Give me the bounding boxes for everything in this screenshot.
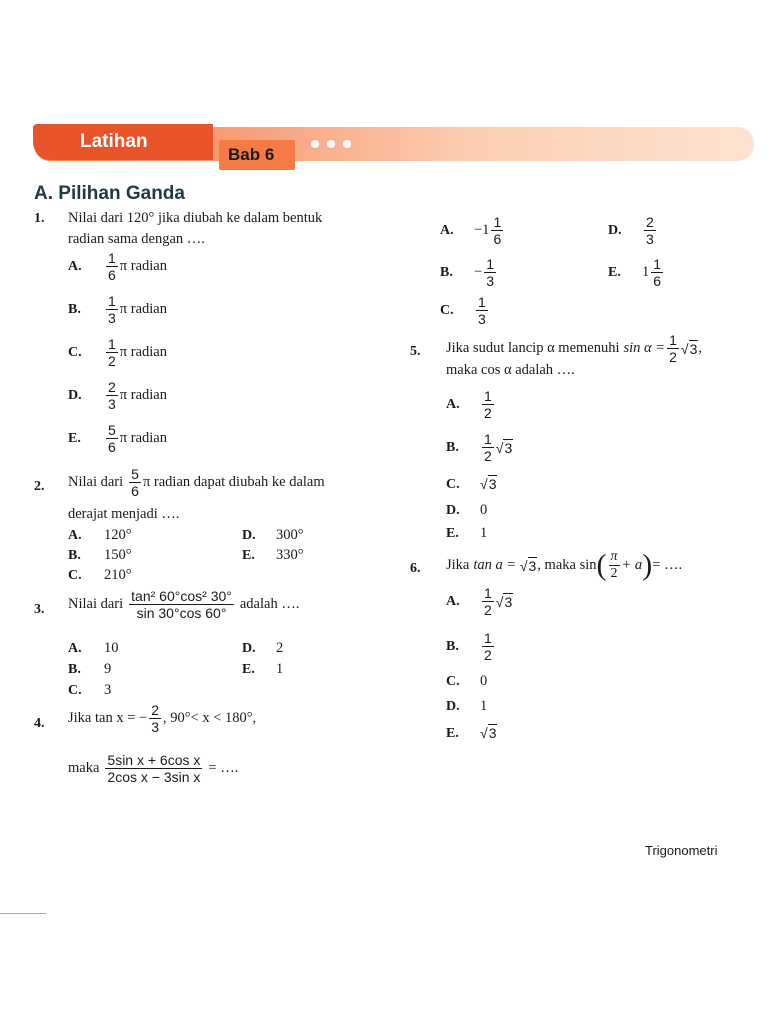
q1-option-d[interactable]: D. $\frac{2}{3}$ π radian [68, 379, 167, 412]
q6-option-b[interactable]: B. $\frac{1}{2}$ [446, 630, 492, 663]
q1-text-line1: Nilai dari 120° jika diubah ke dalam bentuk [68, 210, 323, 226]
q5-option-c[interactable]: C. √3 [446, 476, 497, 493]
q2-text-line2: derajat menjadi …. [68, 506, 180, 522]
q2-number: 2. [34, 479, 45, 494]
q3-option-d[interactable]: D. 2 [242, 640, 284, 656]
q4-option-a[interactable]: A. −1 $\frac{1}{6}$ [440, 214, 502, 247]
q3-option-b[interactable]: B. 9 [68, 661, 112, 677]
decor-dot-icon [343, 140, 351, 148]
q2-option-d[interactable]: D. 300° [242, 527, 304, 543]
decor-dot-icon [311, 140, 319, 148]
page-edge-line [0, 913, 46, 914]
q5-option-b[interactable]: B. $\frac{1}{2}$ √3 [446, 431, 513, 464]
q1-number: 1. [34, 211, 45, 226]
q4-text-line1: Jika tan x = − $\frac{2}{3}$ , 90°< x < 180°, [68, 702, 257, 735]
q5-text-line1: Jika sudut lancip α memenuhi sin α = $\frac{1}{2}$ √3, [446, 332, 702, 365]
bab-label: Bab 6 [228, 145, 275, 164]
q3-option-e[interactable]: E. 1 [242, 661, 284, 677]
q3-number: 3. [34, 602, 45, 617]
q1-option-e[interactable]: E. $\frac{5}{6}$ π radian [68, 422, 167, 455]
q5-option-a[interactable]: A. $\frac{1}{2}$ [446, 388, 492, 421]
q4-option-c[interactable]: C. $\frac{1}{3}$ [440, 294, 486, 327]
q6-option-a[interactable]: A. $\frac{1}{2}$ √3 [446, 585, 513, 618]
section-title: A. Pilihan Ganda [34, 183, 185, 204]
q6-text: Jika tan a = √3, maka sin( $\frac{\pi}{2}$ + a)= …. [446, 548, 683, 582]
q6-option-d[interactable]: D. 1 [446, 698, 488, 714]
q4-text-line2: maka $\frac{\text{5sin x + 6cos x}}{\text{2cos x − 3sin x}}$ = …. [68, 752, 239, 785]
footer-chapter-title: Trigonometri [645, 843, 718, 858]
q2-option-b[interactable]: B. 150° [68, 547, 132, 563]
q2-text-line1: Nilai dari $\frac{5}{6}$ π radian dapat diubah ke dalam [68, 466, 325, 499]
q6-option-c[interactable]: C. 0 [446, 673, 488, 689]
q2-option-a[interactable]: A. 120° [68, 527, 132, 543]
q2-option-e[interactable]: E. 330° [242, 547, 304, 563]
q6-option-e[interactable]: E. √3 [446, 725, 497, 742]
q1-text-line2: radian sama dengan …. [68, 231, 205, 247]
q4-option-d[interactable]: D. $\frac{2}{3}$ [608, 214, 654, 247]
q1-option-b[interactable]: B. $\frac{1}{3}$ π radian [68, 293, 167, 326]
q3-text: Nilai dari $\frac{\text{tan² 60°cos² 30°}}{\sin 30^\circ\cos 60^\circ}$ adalah …. [68, 588, 300, 621]
q3-option-c[interactable]: C. 3 [68, 682, 112, 698]
q1-option-a[interactable]: A. $\frac{1}{6}$ π radian [68, 250, 167, 283]
q5-number: 5. [410, 344, 421, 359]
q5-text-line2: maka cos α adalah …. [446, 362, 575, 378]
q4-option-e[interactable]: E. 1 $\frac{1}{6}$ [608, 256, 662, 289]
q5-option-e[interactable]: E. 1 [446, 525, 488, 541]
q5-option-d[interactable]: D. 0 [446, 502, 488, 518]
q3-option-a[interactable]: A. 10 [68, 640, 119, 656]
q1-option-c[interactable]: C. $\frac{1}{2}$ π radian [68, 336, 167, 369]
q4-option-b[interactable]: B. − $\frac{1}{3}$ [440, 256, 494, 289]
decor-dot-icon [327, 140, 335, 148]
q4-number: 4. [34, 716, 45, 731]
q2-option-c[interactable]: C. 210° [68, 567, 132, 583]
latihan-title: Latihan [80, 131, 148, 152]
q6-number: 6. [410, 561, 421, 576]
